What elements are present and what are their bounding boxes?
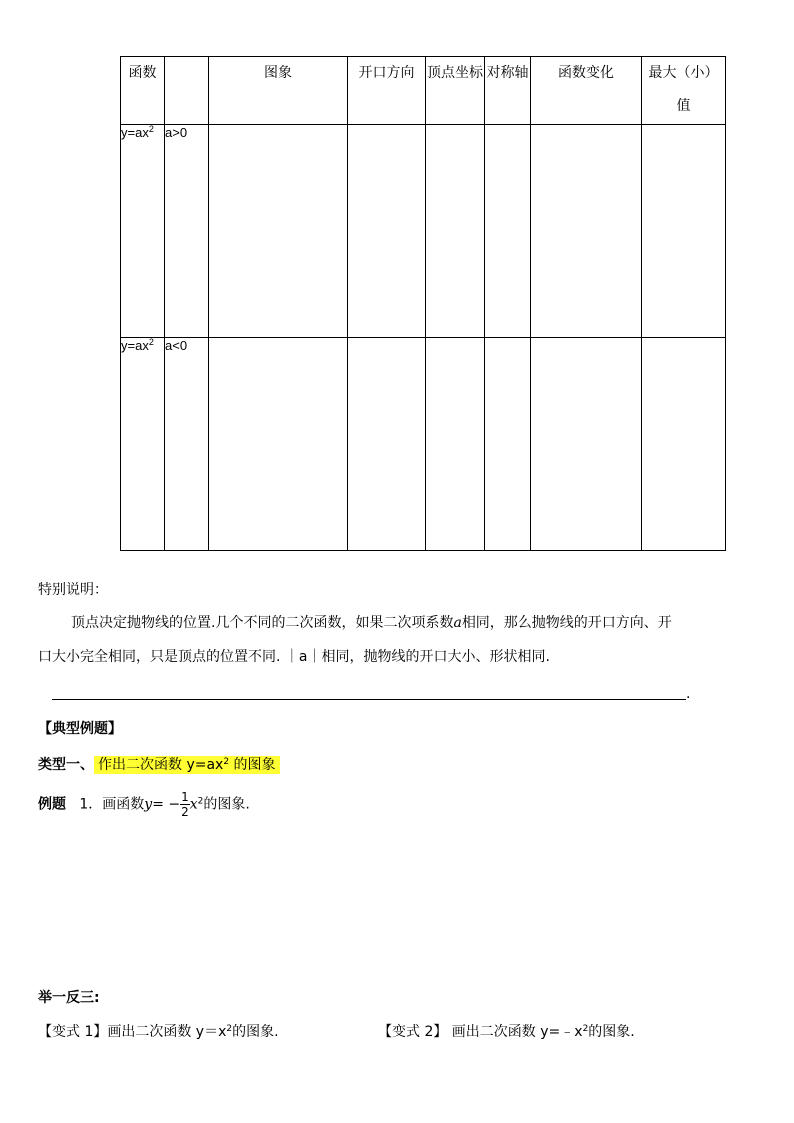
type1-heading: 类型一、 作出二次函数 $y=ax^2$ 的图象 [38, 754, 280, 774]
table-row [121, 125, 726, 338]
variant-2: 【变式 2】 画出二次函数 $y=﹣x^2$的图象. [378, 1024, 635, 1040]
vertex-cell[interactable] [426, 338, 485, 551]
axis-cell[interactable] [485, 338, 531, 551]
function-cell: $y=ax^2$ [121, 338, 165, 551]
note-title: 特别说明： [38, 582, 108, 598]
extreme-cell[interactable] [642, 338, 726, 551]
note-paragraph-line2: 口大小完全相同，只是顶点的位置不同. ｜a｜相同，抛物线的开口大小、形状相同. [38, 649, 550, 665]
table-header-row [121, 57, 726, 125]
note-paragraph-line1: 顶点决定抛物线的位置.几个不同的二次函数，如果二次项系数a相同，那么抛物线的开口方向、开 [71, 615, 672, 631]
example-label: 例题 [38, 796, 66, 813]
header-function: 函数 [121, 57, 165, 125]
example-1: 例题 1．画函数y= − $\frac{1}{2}$ $x^2$的图象. [38, 790, 250, 819]
graph-cell[interactable] [209, 338, 348, 551]
properties-table [120, 56, 726, 551]
blank-period: . [686, 686, 691, 702]
practice-heading: 举一反三: [38, 990, 100, 1006]
header-opening-direction: 开口方向 [348, 57, 426, 125]
header-vertex: 顶点坐标 [426, 57, 485, 125]
fraction-one-half: $\frac{1}{2}$ [181, 790, 189, 819]
opening-cell[interactable] [348, 125, 426, 338]
header-monotonicity: 函数变化 [531, 57, 642, 125]
monotonicity-cell[interactable] [531, 338, 642, 551]
condition-cell: a<0 [165, 338, 209, 551]
type1-title-highlight: 作出二次函数 $y=ax^2$ 的图象 [94, 756, 280, 774]
header-condition [165, 57, 209, 125]
table-row [121, 338, 726, 551]
header-extreme-value: 最大（小）值 [642, 57, 726, 125]
vertex-cell[interactable] [426, 125, 485, 338]
axis-cell[interactable] [485, 125, 531, 338]
function-cell: $y=ax^2$ [121, 125, 165, 338]
condition-cell: a>0 [165, 125, 209, 338]
header-axis: 对称轴 [485, 57, 531, 125]
opening-cell[interactable] [348, 338, 426, 551]
answer-blank-line[interactable] [52, 699, 686, 700]
monotonicity-cell[interactable] [531, 125, 642, 338]
section-heading-examples: 【典型例题】 [38, 721, 122, 737]
graph-cell[interactable] [209, 125, 348, 338]
variant-1: 【变式 1】画出二次函数 $y=x^2$的图象. [38, 1024, 279, 1040]
extreme-cell[interactable] [642, 125, 726, 338]
header-graph: 图象 [209, 57, 348, 125]
